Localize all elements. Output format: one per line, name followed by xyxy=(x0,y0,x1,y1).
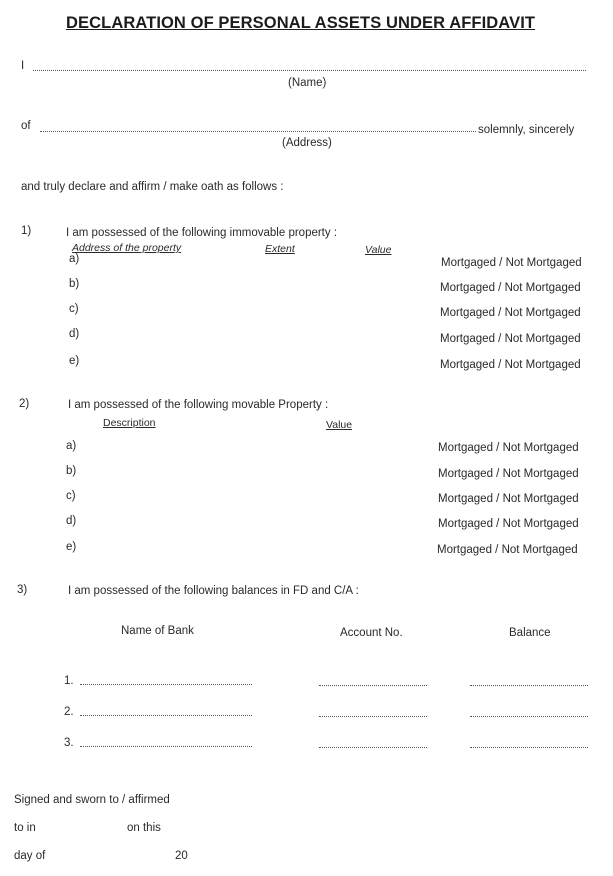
bank-name-field[interactable] xyxy=(80,715,252,716)
column-extent: Extent xyxy=(265,243,295,255)
mortgage-status: Mortgaged / Not Mortgaged xyxy=(440,333,581,345)
item-label: a) xyxy=(66,440,77,452)
item-label: c) xyxy=(69,303,79,315)
signed-sworn-text: Signed and sworn to / affirmed xyxy=(14,794,170,806)
bank-row-number: 1. xyxy=(64,675,74,687)
item-label: d) xyxy=(66,515,77,527)
mortgage-status: Mortgaged / Not Mortgaged xyxy=(440,359,581,371)
section1-heading: I am possessed of the following immovable property : xyxy=(66,227,338,239)
mortgage-status: Mortgaged / Not Mortgaged xyxy=(441,257,582,269)
section1-number: 1) xyxy=(21,225,32,237)
document-title: DECLARATION OF PERSONAL ASSETS UNDER AFFIDAVIT xyxy=(66,14,536,32)
section2-heading: I am possessed of the following movable Property : xyxy=(68,399,329,411)
address-prefix: of xyxy=(21,120,31,132)
column-description: Description xyxy=(103,417,156,429)
account-number-field[interactable] xyxy=(319,747,427,748)
address-field[interactable] xyxy=(40,131,476,132)
mortgage-status: Mortgaged / Not Mortgaged xyxy=(438,518,579,530)
item-label: b) xyxy=(66,465,77,477)
balance-field[interactable] xyxy=(470,685,588,686)
bank-name-field[interactable] xyxy=(80,684,252,685)
section3-number: 3) xyxy=(17,584,28,596)
column-address-of-property: Address of the property xyxy=(72,242,182,254)
bank-row-number: 2. xyxy=(64,706,74,718)
item-label: e) xyxy=(69,355,80,367)
account-number-field[interactable] xyxy=(319,685,427,686)
mortgage-status: Mortgaged / Not Mortgaged xyxy=(438,442,579,454)
item-label: e) xyxy=(66,541,77,553)
address-caption: (Address) xyxy=(282,137,332,149)
mortgage-status: Mortgaged / Not Mortgaged xyxy=(440,282,581,294)
name-field[interactable] xyxy=(33,70,586,71)
item-label: b) xyxy=(69,278,80,290)
year-prefix: 20 xyxy=(175,850,188,862)
balance-field[interactable] xyxy=(470,747,588,748)
column-name-of-bank: Name of Bank xyxy=(121,625,194,637)
column-value: Value xyxy=(326,419,353,431)
bank-row-number: 3. xyxy=(64,737,74,749)
day-of-text: day of xyxy=(14,850,46,862)
section3-heading: I am possessed of the following balances in FD and C/A : xyxy=(68,585,359,597)
to-in-text: to in xyxy=(14,822,36,834)
mortgage-status: Mortgaged / Not Mortgaged xyxy=(440,307,581,319)
name-caption: (Name) xyxy=(288,77,327,89)
mortgage-status: Mortgaged / Not Mortgaged xyxy=(437,544,578,556)
item-label: a) xyxy=(69,253,80,265)
balance-field[interactable] xyxy=(470,716,588,717)
mortgage-status: Mortgaged / Not Mortgaged xyxy=(438,468,579,480)
section2-number: 2) xyxy=(19,398,30,410)
column-value: Value xyxy=(365,244,392,256)
declare-text: and truly declare and affirm / make oath as follows : xyxy=(21,181,284,193)
column-account-no: Account No. xyxy=(340,627,403,639)
name-prefix: I xyxy=(21,60,25,72)
account-number-field[interactable] xyxy=(319,716,427,717)
column-balance: Balance xyxy=(509,627,551,639)
solemnly-text: solemnly, sincerely xyxy=(478,124,575,136)
on-this-text: on this xyxy=(127,822,161,834)
item-label: d) xyxy=(69,328,80,340)
item-label: c) xyxy=(66,490,76,502)
mortgage-status: Mortgaged / Not Mortgaged xyxy=(438,493,579,505)
bank-name-field[interactable] xyxy=(80,746,252,747)
